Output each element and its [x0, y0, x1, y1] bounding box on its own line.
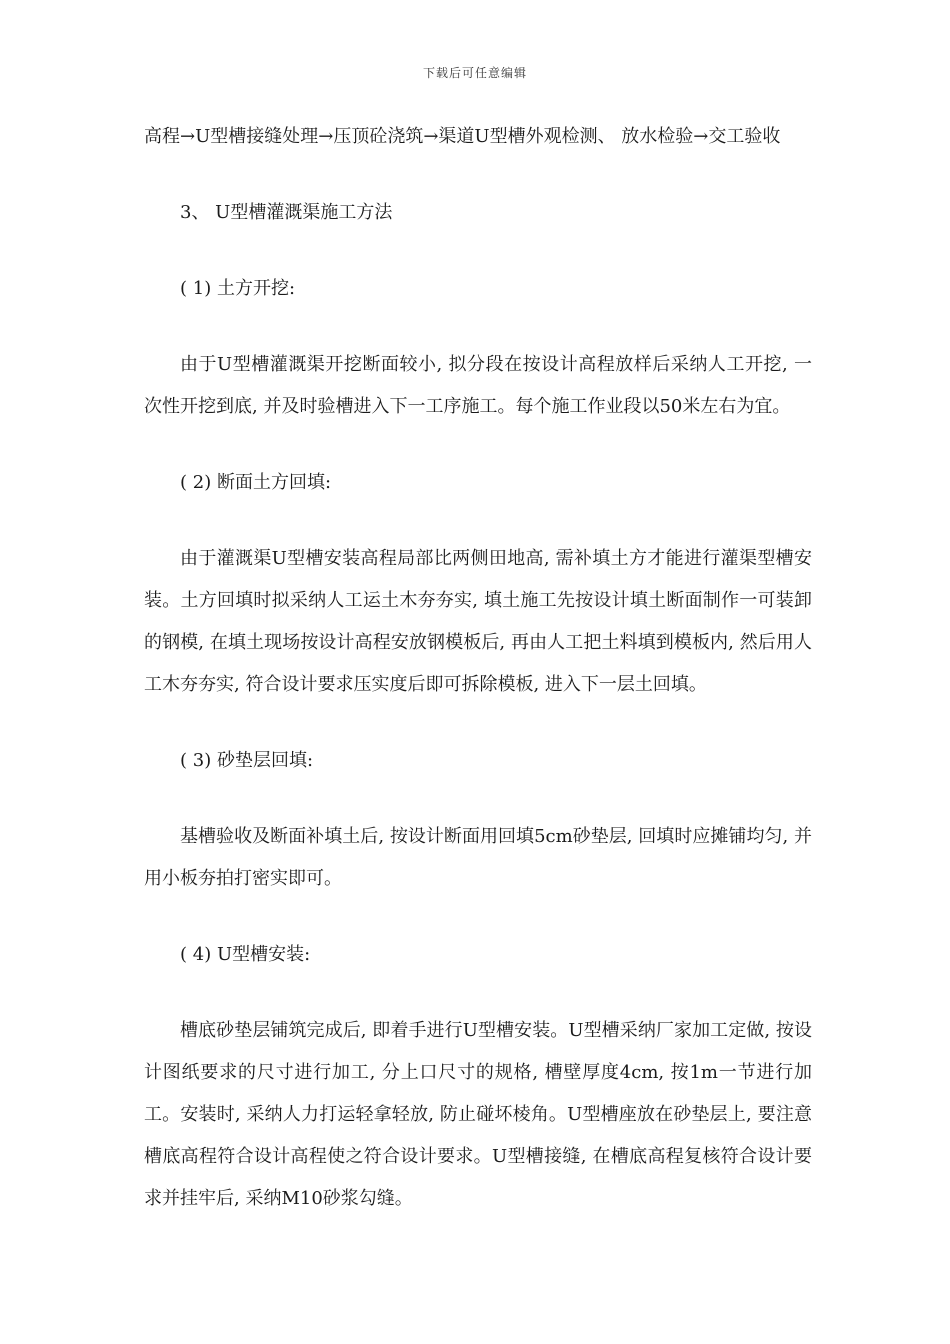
- subheading-earth-excavation: ( 1) 土方开挖:: [180, 278, 296, 299]
- paragraph-process-flow: 高程→U型槽接缝处理→压顶砼浇筑→渠道U型槽外观检测、 放水检验→交工验收: [144, 126, 781, 147]
- subheading-section-backfill: ( 2) 断面土方回填:: [180, 472, 332, 493]
- paragraph-u-trough-installation: 槽底砂垫层铺筑完成后, 即着手进行U型槽安装。U型槽采纳厂家加工定做, 按设计图纸要求的尺寸进行加工, 分上口尺寸的规格, 槽壁厚度4cm, 按1m一节进行加工。安装时, 采纳人力打运轻拿轻放, 防止碰坏棱角。U型槽座放在砂垫层上, 要注意槽底高程符合设计高程使之符合设计要求。U型槽接缝, 在槽底高程复核符合设计要求并挂牢后, 采纳M10砂浆勾缝。: [144, 1020, 812, 1209]
- subheading-sand-cushion: ( 3) 砂垫层回填:: [180, 750, 314, 771]
- section-heading-construction-method: 3、 U型槽灌溉渠施工方法: [180, 202, 393, 223]
- paragraph-sand-cushion: 基槽验收及断面补填土后, 按设计断面用回填5cm砂垫层, 回填时应摊铺均匀, 并用小板夯拍打密实即可。: [144, 826, 812, 889]
- page-header: 下载后可任意编辑: [422, 66, 527, 80]
- document-body: [144, 116, 812, 1254]
- paragraph-earth-excavation: 由于U型槽灌溉渠开挖断面较小, 拟分段在按设计高程放样后采纳人工开挖, 一次性开挖到底, 并及时验槽进入下一工序施工。每个施工作业段以50米左右为宜。: [144, 354, 812, 417]
- subheading-u-trough-installation: ( 4) U型槽安装:: [180, 944, 311, 965]
- paragraph-section-backfill: 由于灌溉渠U型槽安装高程局部比两侧田地高, 需补填土方才能进行灌渠型槽安装。土方回填时拟采纳人工运土木夯夯实, 填土施工先按设计填土断面制作一可装卸的钢模, 在填土现场按设计高程安放钢模板后, 再由人工把土料填到模板内, 然后用人工木夯夯实, 符合设计要求压实度后即可拆除模板, 进入下一层土回填。: [144, 548, 812, 695]
